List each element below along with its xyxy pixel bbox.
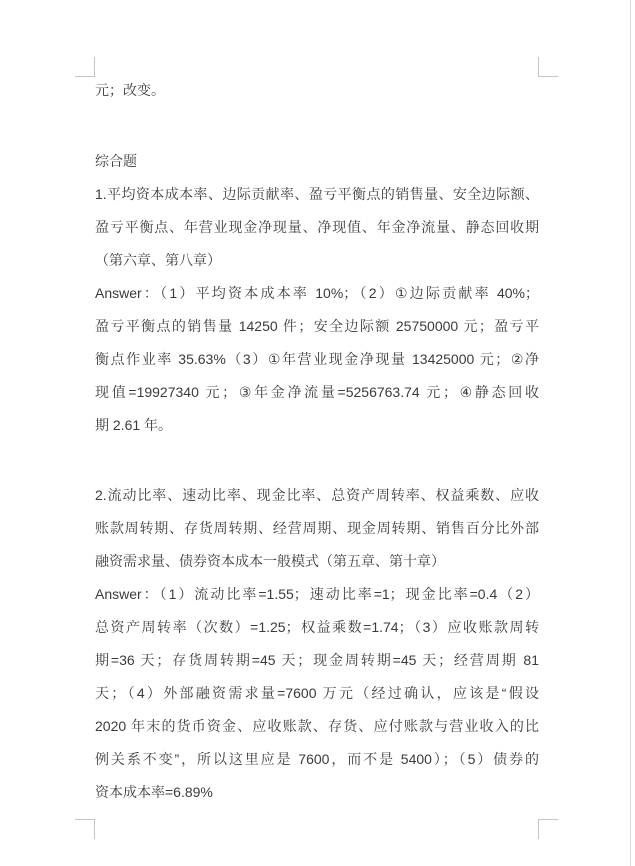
text-line: 1.平均资本成本率、边际贡献率、盈亏平衡点的销售量、安全边际额、 — [95, 186, 539, 202]
text-line: 综合题 — [95, 153, 137, 169]
document-body[interactable] — [95, 74, 539, 809]
text-line: 2.流动比率、速动比率、现金比率、总资产周转率、权益乘数、应收 — [95, 487, 539, 503]
text-line: 衡点作业率 35.63%（3）①年营业现金净现量 13425000 元；②净 — [95, 351, 539, 367]
text-line: 期=36 天；存货周转期=45 天；现金周转期=45 天；经营周期 81 — [95, 652, 539, 668]
text-line: 资本成本率=6.89% — [95, 784, 213, 800]
text-line: 现值=19927340 元；③年金净流量=5256763.74 元；④静态回收 — [95, 384, 539, 400]
paragraph-intro-fragment — [95, 74, 539, 107]
margin-crop-mark-bottom-left — [75, 819, 95, 839]
text-line: 元；改变。 — [95, 82, 165, 98]
text-line: 账款周转期、存货周转期、经营周期、现金周转期、销售百分比外部 — [95, 520, 539, 536]
text-line: 期 2.61 年。 — [95, 417, 173, 433]
text-line: Answer：（1）流动比率=1.55；速动比率=1；现金比率=0.4（2） — [95, 586, 539, 602]
paragraph-question-1 — [95, 178, 539, 277]
text-line: 盈亏平衡点、年营业现金净现量、净现值、年金净流量、静态回收期 — [95, 219, 539, 235]
margin-crop-mark-top-right — [538, 57, 558, 77]
text-line: 总资产周转率（次数）=1.25；权益乘数=1.74；（3）应收账款周转 — [95, 619, 539, 635]
text-line: 天；（4）外部融资需求量=7600 万元（经过确认，应该是“假设 — [95, 685, 539, 701]
text-line: 例关系不变”，所以这里应是 7600，而不是 5400）；（5）债券的 — [95, 751, 539, 767]
paragraph-section-title — [95, 145, 539, 178]
text-line: 盈亏平衡点的销售量 14250 件；安全边际额 25750000 元；盈亏平 — [95, 318, 539, 334]
text-line: 2020 年末的货币资金、应收账款、存货、应付账款与营业收入的比 — [95, 718, 539, 734]
paragraph-answer-2 — [95, 578, 539, 809]
text-line: Answer：（1）平均资本成本率 10%；（2）①边际贡献率 40%； — [95, 285, 539, 301]
text-line: 融资需求量、债券资本成本一般模式（第五章、第十章） — [95, 553, 445, 569]
margin-crop-mark-top-left — [75, 57, 95, 77]
paragraph-question-2 — [95, 479, 539, 578]
margin-crop-mark-bottom-right — [538, 819, 558, 839]
paragraph-answer-1 — [95, 277, 539, 442]
page-edge-line — [630, 0, 631, 866]
text-line: （第六章、第八章） — [95, 252, 221, 268]
